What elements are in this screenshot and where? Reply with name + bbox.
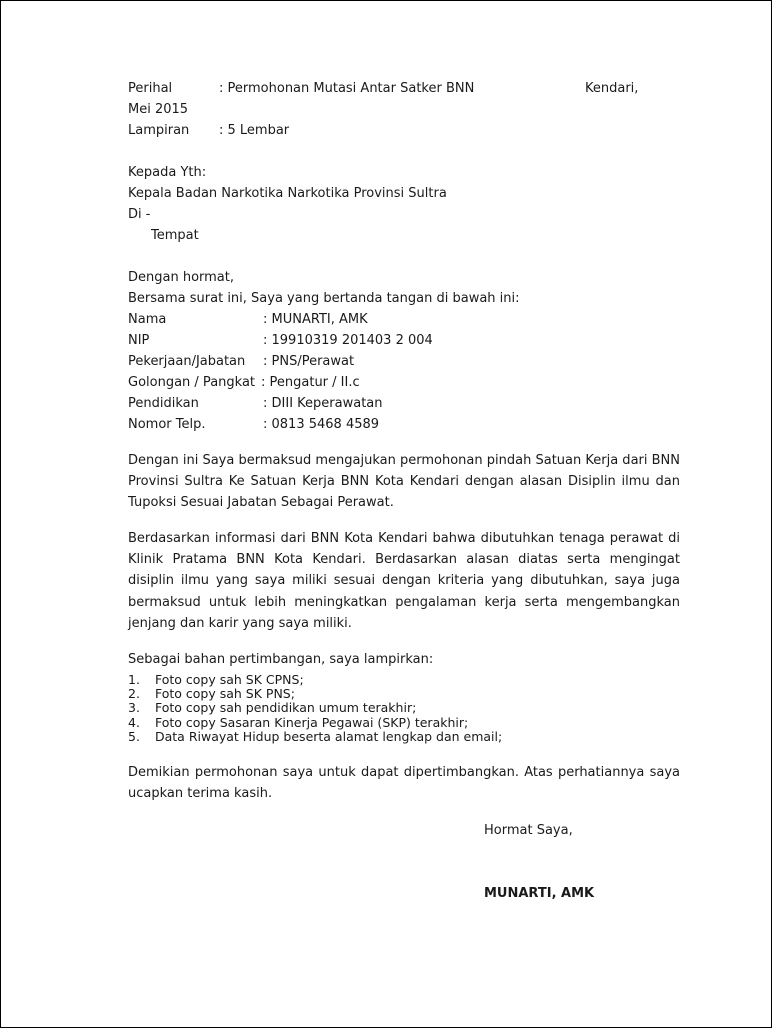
- paragraph-text: Berdasarkan informasi dari BNN Kota Kendari bahwa dibutuhkan tenaga perawat di Klinik Pratama BNN Kota Kendari. Berdasarkan alasan diatas serta mengingat disiplin ilmu yang saya miliki sesuai dengan kriteria yang dibutuhkan, saya juga bermaksud untuk lebih meningkatkan pengalaman kerja serta mengembangkan jenjang dan karir yang saya miliki.: [128, 531, 680, 631]
- field-label: Pendidikan: [128, 396, 199, 411]
- greeting: Dengan hormat,: [128, 270, 235, 285]
- field-value: : PNS/Perawat: [263, 354, 355, 369]
- field-label: Golongan / Pangkat: [128, 375, 256, 390]
- recipient-line-4: Tempat: [151, 228, 199, 243]
- recipient-line-3: Di -: [128, 207, 151, 222]
- field-row-pendidikan: [128, 393, 628, 414]
- list-item: 2. Foto copy sah SK PNS;: [128, 686, 295, 702]
- field-row-pekerjaan: [128, 351, 628, 372]
- field-value: : Pengatur / II.c: [261, 375, 360, 390]
- field-value: : 19910319 201403 2 004: [263, 333, 433, 348]
- letter-city: Kendari,: [585, 81, 639, 96]
- field-value: : 0813 5468 4589: [263, 417, 380, 432]
- list-item: 3. Foto copy sah pendidikan umum terakhir;: [128, 700, 417, 716]
- field-row-telp: [128, 414, 628, 435]
- recipient-line-2: Kepala Badan Narkotika Narkotika Provinsi Sultra: [128, 186, 447, 201]
- attachments-intro: Sebagai bahan pertimbangan, saya lampirkan:: [128, 652, 434, 667]
- field-row-nip: [128, 330, 628, 351]
- list-item: 1. Foto copy sah SK CPNS;: [128, 672, 304, 687]
- field-label: Nomor Telp.: [128, 417, 206, 432]
- list-item: 5. Data Riwayat Hidup beserta alamat lengkap dan email;: [128, 728, 503, 744]
- field-value: : MUNARTI, AMK: [263, 312, 368, 327]
- list-item: 4. Foto copy Sasaran Kinerja Pegawai (SKP) terakhir;: [128, 714, 469, 730]
- recipient-line-1: Kepada Yth:: [128, 165, 207, 180]
- attachment-list: [128, 673, 502, 744]
- lampiran-label: Lampiran: [128, 123, 190, 138]
- field-row-nama: [128, 309, 628, 330]
- letter-date: Mei 2015: [128, 102, 189, 117]
- field-label: NIP: [128, 333, 150, 348]
- intro-sentence: Bersama surat ini, Saya yang bertanda tangan di bawah ini:: [128, 291, 520, 306]
- perihal-value: : Permohonan Mutasi Antar Satker BNN: [219, 81, 475, 96]
- field-value: : DIII Keperawatan: [263, 396, 383, 411]
- field-label: Nama: [128, 312, 167, 327]
- paragraph-closing: [128, 762, 680, 804]
- signature-salutation: Hormat Saya,: [484, 823, 573, 838]
- paragraph-text: Dengan ini Saya bermaksud mengajukan permohonan pindah Satuan Kerja dari BNN Provinsi Sultra Ke Satuan Kerja BNN Kota Kendari dengan alasan Disiplin ilmu dan Tupoksi Sesuai Jabatan Sebagai Perawat.: [128, 453, 680, 511]
- signature-name: MUNARTI, AMK: [484, 886, 595, 901]
- field-label: Pekerjaan/Jabatan: [128, 354, 246, 369]
- field-row-golongan: [128, 372, 628, 393]
- paragraph-reason: [128, 450, 680, 514]
- paragraph-justification: [128, 528, 680, 634]
- lampiran-value: : 5 Lembar: [219, 123, 290, 138]
- perihal-label: Perihal: [128, 81, 173, 96]
- paragraph-text: Demikian permohonan saya untuk dapat dipertimbangkan. Atas perhatiannya saya ucapkan terima kasih.: [128, 765, 680, 802]
